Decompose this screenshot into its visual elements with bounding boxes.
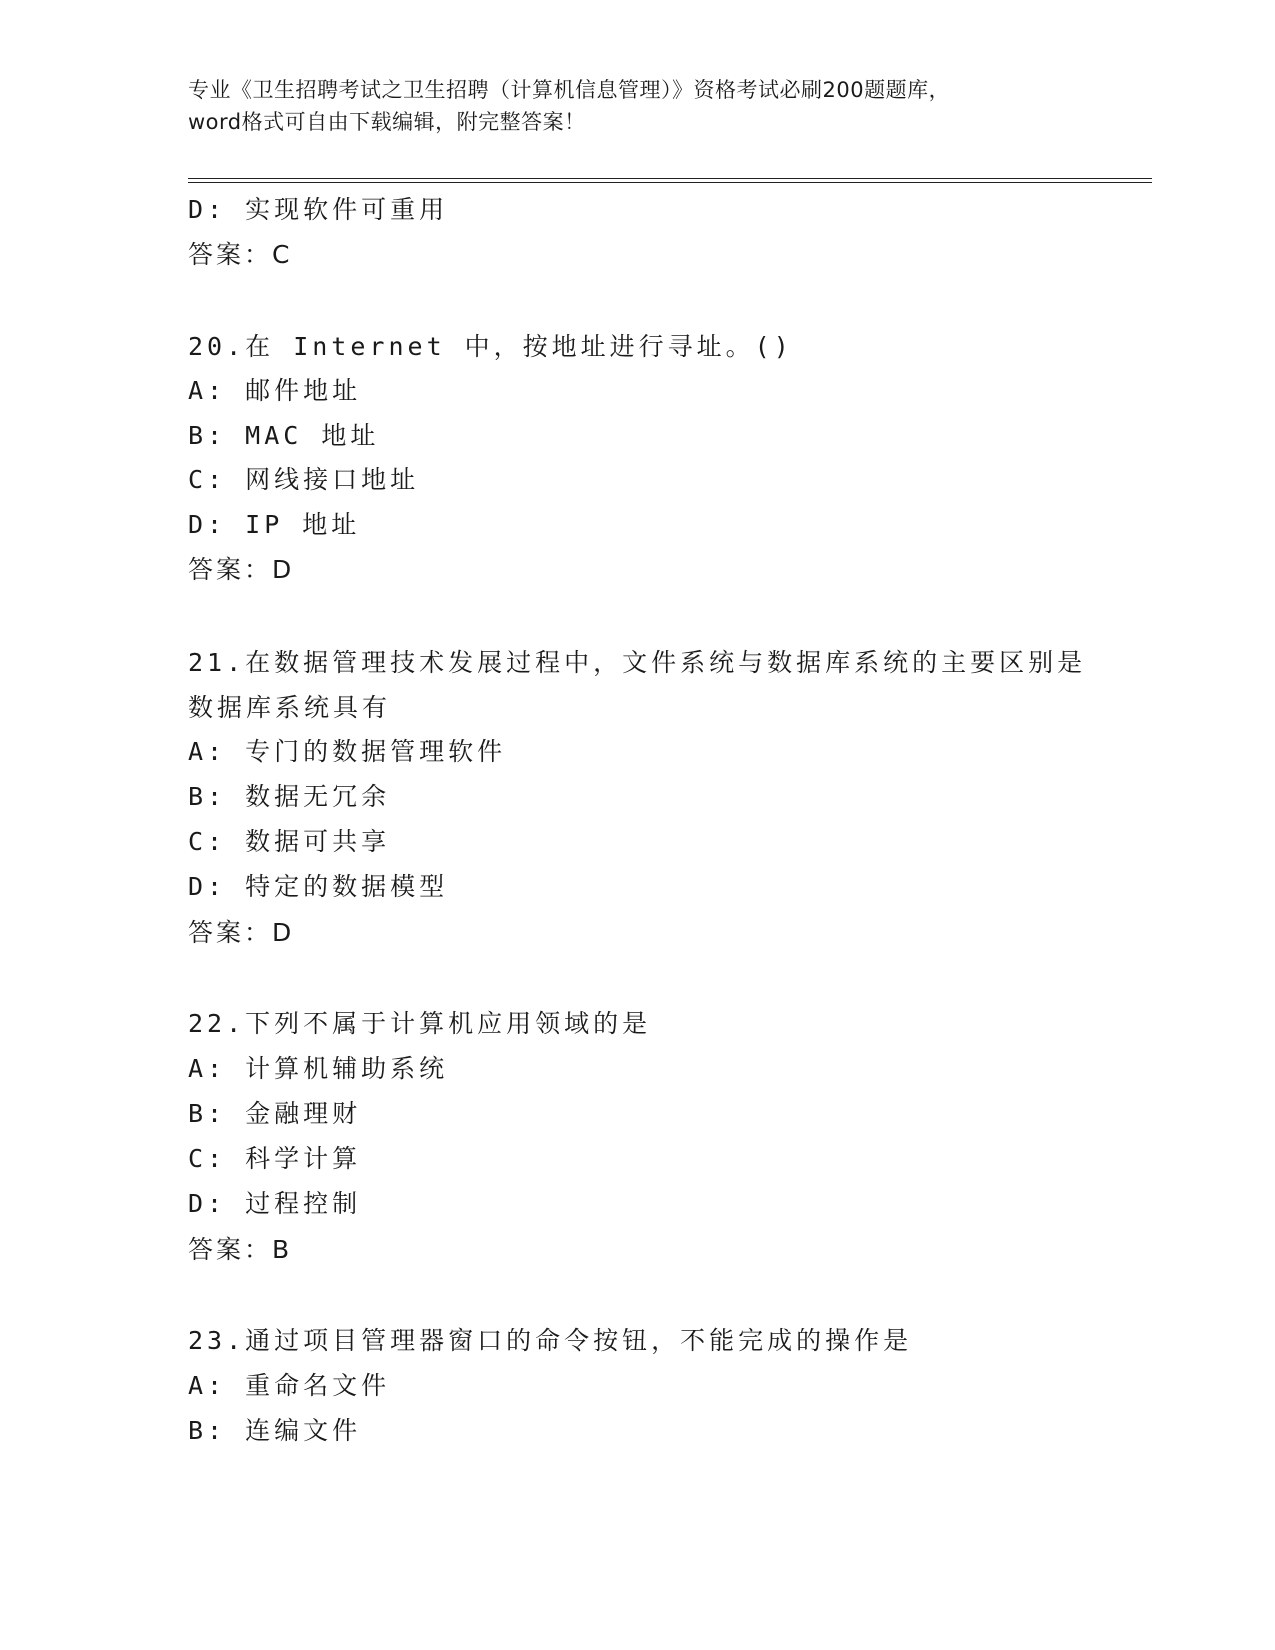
q23-stem: 23.通过项目管理器窗口的命令按钮，不能完成的操作是: [188, 1326, 913, 1355]
q20-stem: 20.在 Internet 中，按地址进行寻址。(): [188, 332, 793, 361]
q20-option-a: A: 邮件地址: [188, 376, 362, 405]
q23-option-b: B: 连编文件: [188, 1416, 362, 1445]
q21-option-b: B: 数据无冗余: [188, 782, 391, 811]
prev-answer: 答案：C: [188, 240, 293, 269]
document-header: [188, 74, 1088, 138]
q22-option-d: D: 过程控制: [188, 1189, 362, 1218]
q22-option-a: A: 计算机辅助系统: [188, 1054, 449, 1083]
prev-option-d: D: 实现软件可重用: [188, 195, 449, 224]
q21-option-d: D: 特定的数据模型: [188, 872, 449, 901]
q21-stem-line-1: 21.在数据管理技术发展过程中，文件系统与数据库系统的主要区别是: [188, 648, 1087, 677]
q22-stem: 22.下列不属于计算机应用领域的是: [188, 1009, 652, 1038]
q23-option-a: A: 重命名文件: [188, 1371, 391, 1400]
q21-option-a: A: 专门的数据管理软件: [188, 737, 507, 766]
q22-option-b: B: 金融理财: [188, 1099, 362, 1128]
header-line-2: word格式可自由下载编辑，附完整答案！: [188, 110, 586, 134]
q22-answer: 答案：B: [188, 1235, 293, 1264]
q20-option-c: C: 网线接口地址: [188, 465, 420, 494]
q20-answer: 答案：D: [188, 555, 295, 584]
q21-stem-line-2: 数据库系统具有: [188, 693, 392, 722]
header-rule-bottom: [188, 182, 1152, 183]
q21-answer: 答案：D: [188, 918, 295, 947]
q20-option-b: B: MAC 地址: [188, 421, 380, 450]
q22-option-c: C: 科学计算: [188, 1144, 362, 1173]
q21-option-c: C: 数据可共享: [188, 827, 391, 856]
header-line-1: 专业《卫生招聘考试之卫生招聘（计算机信息管理）》资格考试必刷200题题库，: [188, 78, 951, 102]
header-rule-top: [188, 178, 1152, 179]
q20-option-d: D: IP 地址: [188, 510, 361, 539]
